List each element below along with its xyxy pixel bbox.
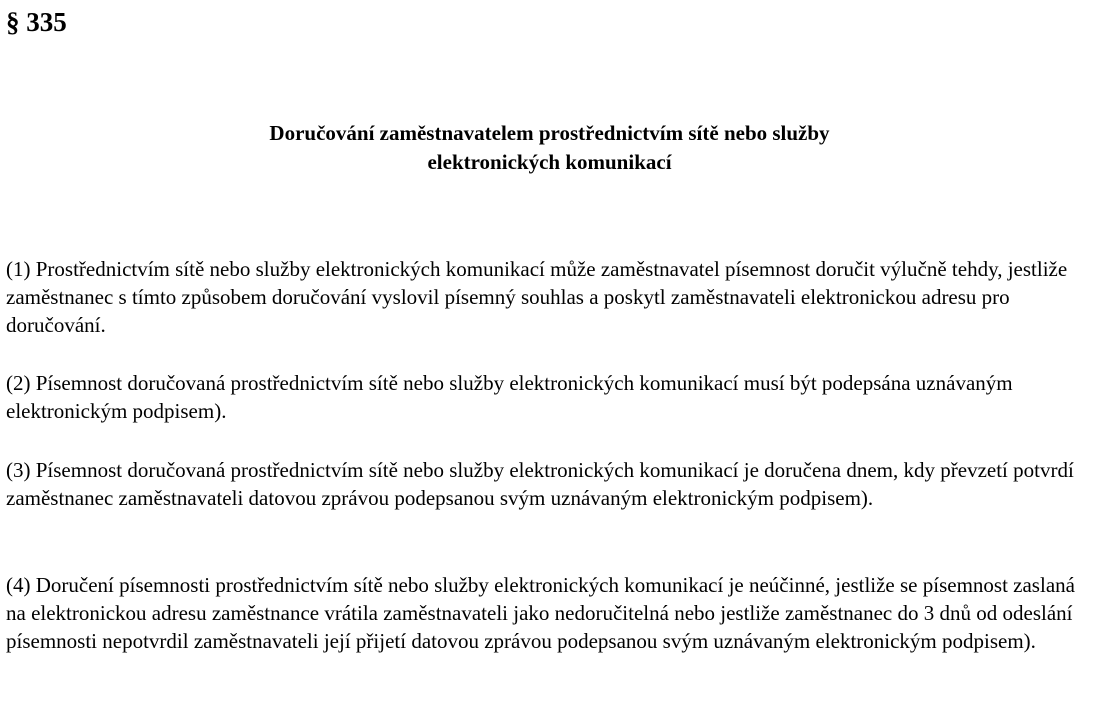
section-number: § 335: [6, 7, 67, 37]
section-heading-line-2: elektronických komunikací: [427, 150, 672, 174]
paragraph-1: (1) Prostřednictvím sítě nebo služby elektronických komunikací může zaměstnavatel písemnost doručit výlučně tehdy, jestliže zaměstnanec s tímto způsobem doručování vyslovil písemný souhlas a poskytl zaměstnavateli elektronickou adresu pro doručování.: [6, 257, 1068, 337]
section-heading: [0, 119, 1099, 177]
paragraph-2: (2) Písemnost doručovaná prostřednictvím sítě nebo služby elektronických komunikací musí být podepsána uznávaným elektronickým podpisem).: [6, 371, 1013, 423]
section-heading-line-1: Doručování zaměstnavatelem prostřednictvím sítě nebo služby: [269, 121, 830, 145]
paragraph-3: (3) Písemnost doručovaná prostřednictvím sítě nebo služby elektronických komunikací je doručena dnem, kdy převzetí potvrdí zaměstnanec zaměstnavateli datovou zprávou podepsanou svým uznávaným elektronickým podpisem).: [6, 458, 1074, 510]
paragraph-4: (4) Doručení písemnosti prostřednictvím sítě nebo služby elektronických komunikací je neúčinné, jestliže se písemnost zaslaná na elektronickou adresu zaměstnance vrátila zaměstnavateli jako nedoručitelná nebo jestliže zaměstnanec do 3 dnů od odeslání písemnosti nepotvrdil zaměstnavateli její přijetí datovou zprávou podepsanou svým uznávaným elektronickým podpisem).: [6, 573, 1075, 653]
